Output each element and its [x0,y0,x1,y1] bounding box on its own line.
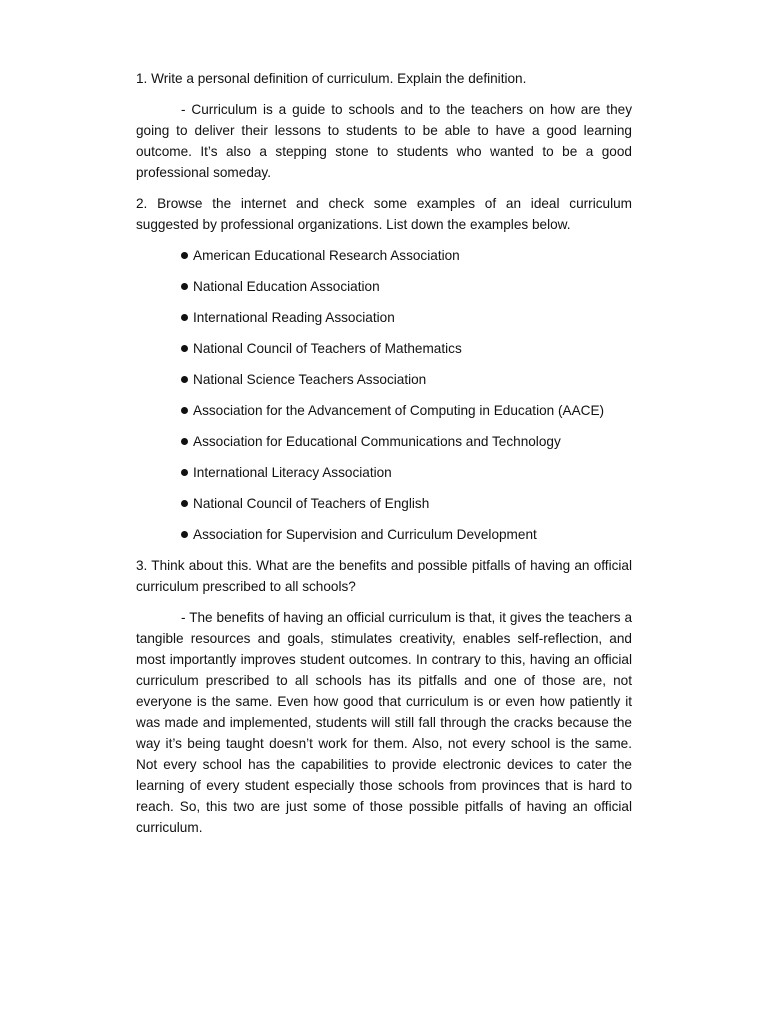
list-item [136,369,632,390]
bullet-icon [181,531,188,538]
list-item-text: National Education Association [193,279,380,294]
list-item-text: National Council of Teachers of Mathematics [193,341,462,356]
question-2: 2. Browse the internet and check some examples of an ideal curriculum suggested by professional organizations. List down the examples below. [136,196,632,232]
bullet-icon [181,283,188,290]
list-item [136,276,632,297]
list-item-text: American Educational Research Association [193,248,460,263]
list-item [136,400,632,421]
answer-1: - Curriculum is a guide to schools and to the teachers on how are they going to deliver their lessons to students to be able to have a good learning outcome. It’s also a stepping stone to students who wanted to be a good professional someday. [136,102,632,180]
list-item-text: International Literacy Association [193,465,392,480]
bullet-icon [181,376,188,383]
list-item-text: Association for the Advancement of Computing in Education (AACE) [193,403,605,418]
bullet-icon [181,500,188,507]
list-item-text: Association for Supervision and Curriculum Development [193,527,537,542]
document-page [136,68,632,848]
list-item [136,338,632,359]
question-3: 3. Think about this. What are the benefits and possible pitfalls of having an official curriculum prescribed to all schools? [136,558,632,594]
list-item [136,431,632,452]
list-item [136,524,632,545]
list-item [136,493,632,514]
question-1: 1. Write a personal definition of curriculum. Explain the definition. [136,71,527,86]
bullet-icon [181,345,188,352]
bullet-icon [181,469,188,476]
list-item-text: International Reading Association [193,310,395,325]
list-item-text: Association for Educational Communications and Technology [193,434,561,449]
bullet-icon [181,252,188,259]
bullet-icon [181,314,188,321]
answer-3: - The benefits of having an official curriculum is that, it gives the teachers a tangible resources and goals, stimulates creativity, enables self-reflection, and most importantly improves student outcomes. In contrary to this, having an official curriculum prescribed to all schools has its pitfalls and one of those are, not everyone is the same. Even how good that curriculum is or even how patiently it was made and implemented, students will still fall through the cracks because the way it’s being taught doesn’t work for them. Also, not every school is the same. Not every school has the capabilities to provide electronic devices to cater the learning of every student especially those schools from provinces that is hard to reach. So, this two are just some of those possible pitfalls of having an official curriculum. [136,610,632,835]
list-item-text: National Council of Teachers of English [193,496,430,511]
list-item [136,307,632,328]
list-item [136,462,632,483]
list-item-text: National Science Teachers Association [193,372,427,387]
bullet-icon [181,438,188,445]
organization-list [136,245,632,545]
bullet-icon [181,407,188,414]
list-item [136,245,632,266]
